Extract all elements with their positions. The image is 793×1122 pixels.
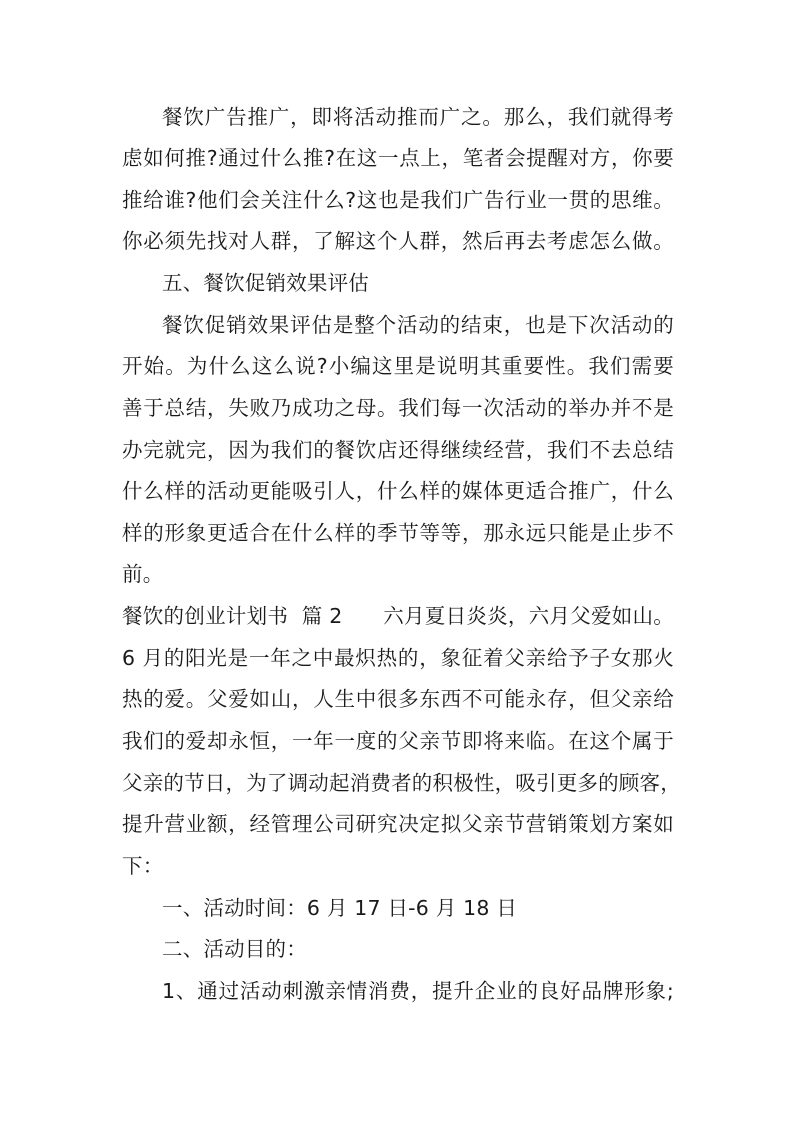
paragraph-line: 热的爱。父爱如山，人生中很多东西不可能永存，但父亲给 — [122, 687, 674, 711]
paragraph-line: 你必须先找对人群，了解这个人群，然后再去考虑怎么做。 — [122, 229, 674, 253]
section-heading: 五、餐饮促销效果评估 — [162, 271, 369, 295]
list-heading: 二、活动目的： — [162, 937, 307, 961]
paragraph-line: 下： — [122, 854, 164, 878]
paragraph-line: 办完就完，因为我们的餐饮店还得继续经营，我们不去总结 — [122, 438, 674, 462]
paragraph-line: 父亲的节日，为了调动起消费者的积极性，吸引更多的顾客， — [122, 771, 681, 795]
paragraph-line: 什么样的活动更能吸引人，什么样的媒体更适合推广，什么 — [122, 479, 674, 503]
paragraph-line: 餐饮促销效果评估是整个活动的结束，也是下次活动的 — [162, 313, 674, 337]
paragraph-line: 餐饮广告推广，即将活动推而广之。那么，我们就得考 — [162, 105, 674, 129]
paragraph-line: 开始。为什么这么说?小编这里是说明其重要性。我们需要 — [122, 354, 674, 378]
paragraph-line: 提升营业额，经管理公司研究决定拟父亲节营销策划方案如 — [122, 812, 674, 836]
paragraph-line: 虑如何推?通过什么推?在这一点上，笔者会提醒对方，你要 — [122, 146, 674, 170]
paragraph-line: 前。 — [122, 562, 164, 586]
paragraph-line: 6 月的阳光是一年之中最炽热的，象征着父亲给予子女那火 — [122, 646, 674, 670]
paragraph-line: 推给谁?他们会关注什么?这也是我们广告行业一贯的思维。 — [122, 188, 674, 212]
paragraph-line: 善于总结，失败乃成功之母。我们每一次活动的举办并不是 — [122, 396, 674, 420]
paragraph-line: 我们的爱却永恒，一年一度的父亲节即将来临。在这个属于 — [122, 729, 674, 753]
list-heading: 一、活动时间：6 月 17 日-6 月 18 日 — [162, 896, 518, 920]
paragraph-line: 样的形象更适合在什么样的季节等等，那永远只能是止步不 — [122, 521, 674, 545]
list-item: 1、通过活动刺激亲情消费，提升企业的良好品牌形象; — [162, 979, 674, 1003]
section-title-line: 餐饮的创业计划书 篇 2 六月夏日炎炎，六月父爱如山。 — [122, 604, 674, 628]
